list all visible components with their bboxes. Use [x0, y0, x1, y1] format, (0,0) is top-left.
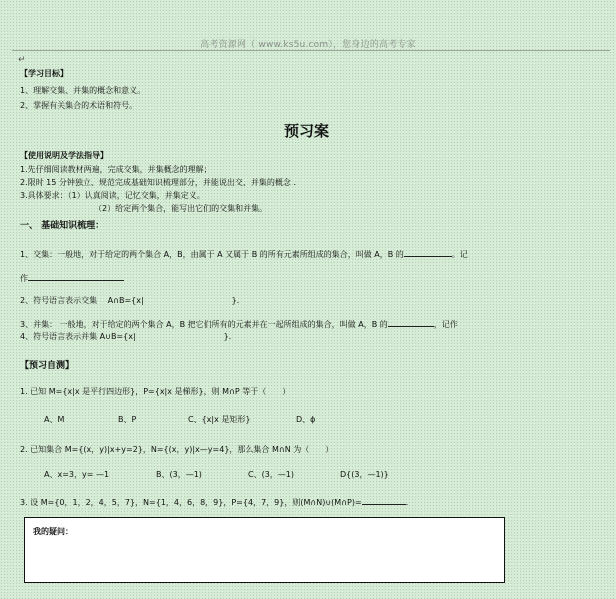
doubt-box-label: 我的疑问：: [33, 527, 73, 536]
q2-option-d: D{(3，—1)}: [340, 470, 389, 479]
basics-item-3-text: 3、并集： 一般地，对于给定的两个集合 A，B 把它们所有的元素并在一起所组成的集合，叫做 A，B 的: [20, 320, 388, 329]
basics-item-3-cont: ，记作: [433, 320, 458, 329]
usage-item-4: （2）给定两个集合，能写出它们的交集和并集。: [94, 204, 268, 213]
goal-item-2: 2、掌握有关集合的术语和符号。: [20, 101, 138, 110]
q1-option-b: B、P: [118, 415, 137, 424]
answer-blank[interactable]: [362, 496, 406, 505]
doubt-box[interactable]: [24, 517, 505, 583]
selftest-title: 【预习自测】: [20, 361, 75, 371]
basics-item-1: [20, 248, 468, 259]
basics-item-1-text: 1、交集：一般地，对于给定的两个集合 A，B，由属于 A 又属于 B 的所有元素所组成的集合，叫做 A，B 的: [20, 250, 404, 259]
basics-title: 一、 基础知识梳理：: [20, 221, 105, 231]
paragraph-mark-icon: ↵: [18, 55, 26, 65]
q1-option-c: C、{x|x 是矩形}: [188, 415, 251, 424]
basics-item-2-text: 2、符号语言表示交集 A∩B={x|: [20, 296, 144, 305]
goal-item-1: 1、理解交集、并集的概念和意义。: [20, 86, 146, 95]
doc-title: 预习案: [284, 122, 330, 140]
basics-item-3: [20, 318, 458, 329]
usage-item-1: 1.先仔细阅读教材两遍，完成交集，并集概念的理解；: [20, 165, 212, 174]
answer-blank[interactable]: [28, 272, 124, 281]
q2-option-b: B、(3，—1): [156, 470, 202, 479]
question-3-end: ．: [405, 498, 414, 507]
basics-item-1-cont: 。记: [451, 250, 468, 259]
basics-item-4-text: 4、符号语言表示并集 A∪B={x|: [20, 332, 136, 341]
q2-option-c: C、(3，—1): [248, 470, 295, 479]
question-3: [20, 496, 414, 507]
basics-item-1-line2-text: 作: [20, 274, 28, 283]
usage-item-3: 3.具体要求：（1）认真阅读，记忆交集，并集定义。: [20, 191, 205, 200]
q2-option-a: A、x=3，y= —1: [44, 470, 110, 479]
basics-item-4: [20, 333, 237, 341]
usage-item-2: 2.限时 15 分钟独立、规范完成基础知识梳理部分，并能说出交、并集的概念 ．: [20, 178, 302, 187]
basics-item-2-end: }．: [231, 296, 245, 305]
q1-option-d: D、ϕ: [296, 415, 316, 424]
q1-option-a: A、M: [44, 415, 65, 424]
page-header: 高考资源网（ www.ks5u.com），您身边的高考专家: [200, 40, 416, 50]
question-2: 2. 已知集合 M={(x，y)|x+y=2}，N={(x，y)|x—y=4}，那么集合 M∩N 为（ ）: [20, 445, 334, 454]
basics-item-4-end: }．: [223, 332, 237, 341]
answer-blank[interactable]: [404, 248, 452, 257]
goals-title: 【学习目标】: [20, 69, 68, 78]
question-3-text: 3. 设 M={0，1，2，4，5，7}，N={1，4，6，8，9}，P={4，7，9}，则(M∩N)∪(M∩P)=: [20, 498, 362, 507]
basics-item-2: [20, 297, 245, 305]
question-1: 1. 已知 M={x|x 是平行四边形}，P={x|x 是梯形}，则 M∩P 等于（ ）: [20, 387, 291, 396]
basics-item-1-line2: [20, 272, 124, 283]
header-rule: [12, 50, 610, 51]
answer-blank[interactable]: [388, 318, 434, 327]
usage-title: 【使用说明及学法指导】: [20, 151, 108, 160]
